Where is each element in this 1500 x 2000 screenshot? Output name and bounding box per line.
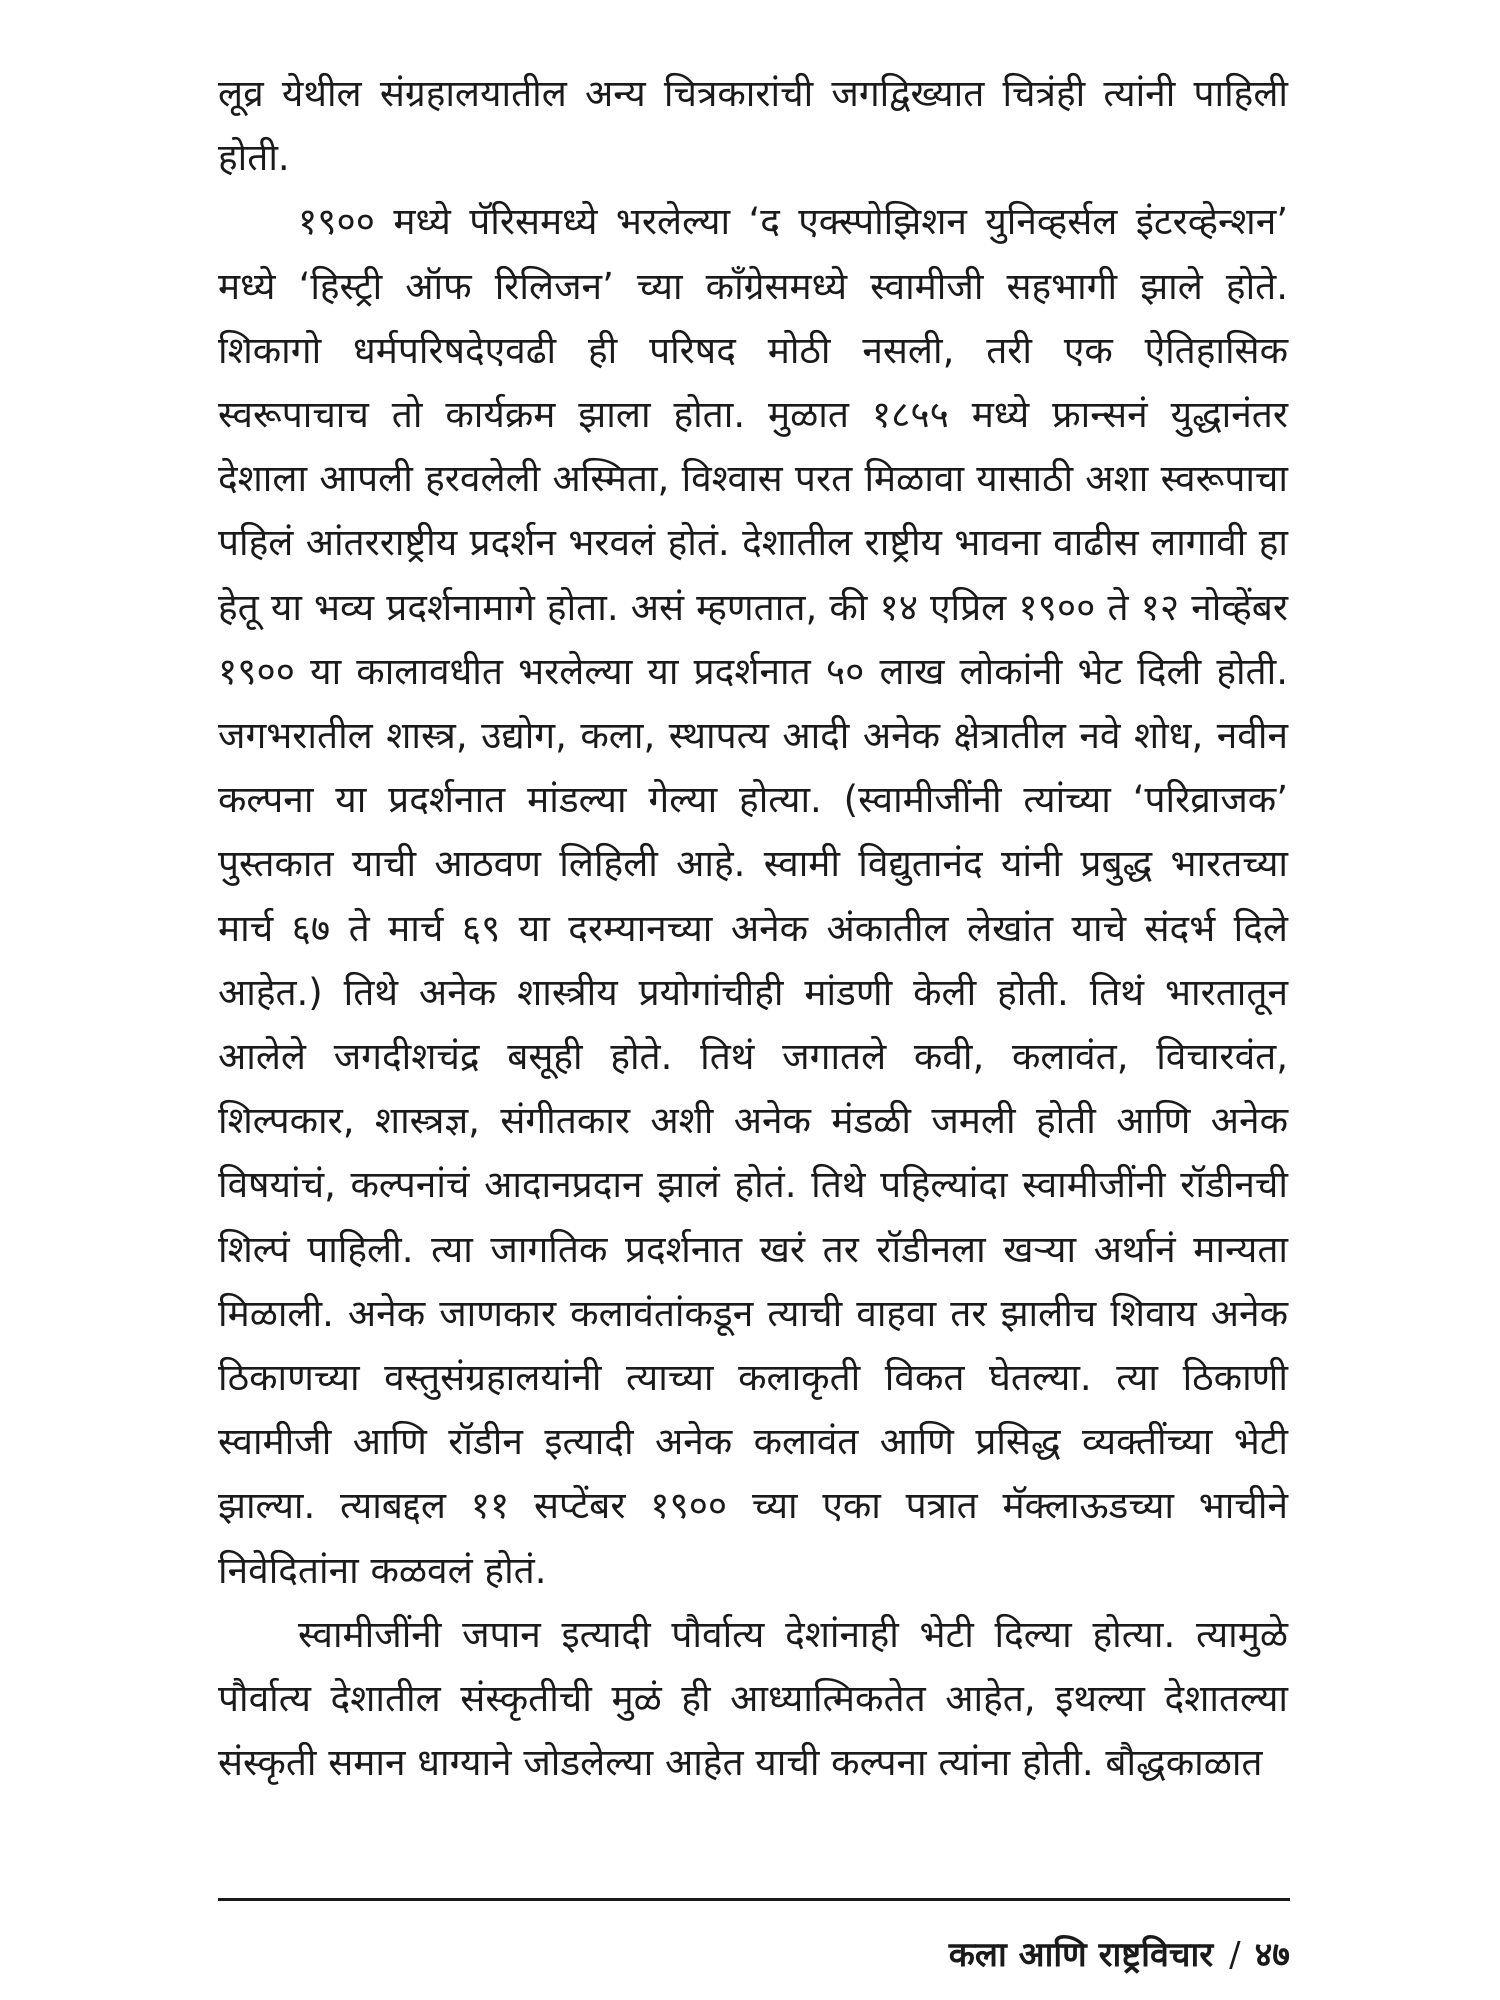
footer-divider	[218, 1898, 1290, 1901]
paragraph-continuation: लूव्र येथील संग्रहालयातील अन्य चित्रकारांची जगद्विख्यात चित्रंही त्यांनी पाहिली होती.	[218, 72, 1288, 180]
paragraph-paris-exposition: १९०० मध्ये पॅरिसमध्ये भरलेल्या ‘द एक्स्पोझिशन युनिव्हर्सल इंटरव्हेन्शन’ मध्ये ‘हिस्ट्री ऑफ रिलिजन’ च्या काँग्रेसमध्ये स्वामीजी सहभागी झाले होते. शिकागो धर्मपरिषदेएवढी ही परिषद मोठी नसली, तरी एक ऐतिहासिक स्वरूपाचाच तो कार्यक्रम झाला होता. मुळात १८५५ मध्ये फ्रान्सनं युद्धानंतर देशाला आपली हरवलेली अस्मिता, विश्वास परत मिळावा यासाठी अशा स्वरूपाचा पहिलं आंतरराष्ट्रीय प्रदर्शन भरवलं होतं. देशातील राष्ट्रीय भावना वाढीस लागावी हा हेतू या भव्य प्रदर्शनामागे होता. असं म्हणतात, की १४ एप्रिल १९०० ते १२ नोव्हेंबर १९०० या कालावधीत भरलेल्या या प्रदर्शनात ५० लाख लोकांनी भेट दिली होती. जगभरातील शास्त्र, उद्योग, कला, स्थापत्य आदी अनेक क्षेत्रातील नवे शोध, नवीन कल्पना या प्रदर्शनात मांडल्या गेल्या होत्या. (स्वामीजींनी त्यांच्या ‘परिव्राजक’ पुस्तकात याची आठवण लिहिली आहे. स्वामी विद्युतानंद यांनी प्रबुद्ध भारतच्या मार्च ६७ ते मार्च ६९ या दरम्यानच्या अनेक अंकातील लेखांत याचे संदर्भ दिले आहेत.) तिथे अनेक शास्त्रीय प्रयोगांचीही मांडणी केली होती. तिथं भारतातून आलेले जगदीशचंद्र बसूही होते. तिथं जगातले कवी, कलावंत, विचारवंत, शिल्पकार, शास्त्रज्ञ, संगीतकार अशी अनेक मंडळी जमली होती आणि अनेक विषयांचं, कल्पनांचं आदानप्रदान झालं होतं. तिथे पहिल्यांदा स्वामीजींनी रॉडीनची शिल्पं पाहिली. त्या जागतिक प्रदर्शनात खरं तर रॉडीनला खऱ्या अर्थानं मान्यता मिळाली. अनेक जाणकार कलावंतांकडून त्याची वाहवा तर झालीच शिवाय अनेक ठिकाणच्या वस्तुसंग्रहालयांनी त्याच्या कलाकृती विकत घेतल्या. त्या ठिकाणी स्वामीजी आणि रॉडीन इत्यादी अनेक कलावंत आणि प्रसिद्ध व्यक्तींच्या भेटी झाल्या. त्याबद्दल ११ सप्टेंबर १९०० च्या एका पत्रात मॅक्लाऊडच्या भाचीने निवेदितांना कळवलं होतं.	[218, 200, 1288, 1592]
page-body	[218, 62, 1288, 1795]
running-title: कला आणि राष्ट्रविचार	[948, 1935, 1214, 1975]
page-number: ४७	[1254, 1935, 1290, 1975]
paragraph-eastern-countries: स्वामीजींनी जपान इत्यादी पौर्वात्य देशांनाही भेटी दिल्या होत्या. त्यामुळे पौर्वात्य देशातील संस्कृतीची मुळं ही आध्यात्मिकतेत आहेत, इथल्या देशातल्या संस्कृती समान धाग्याने जोडलेल्या आहेत याची कल्पना त्यांना होती. बौद्धकाळात	[218, 1612, 1288, 1785]
footer-separator: /	[1229, 1935, 1241, 1975]
page-footer	[949, 1930, 1290, 1976]
